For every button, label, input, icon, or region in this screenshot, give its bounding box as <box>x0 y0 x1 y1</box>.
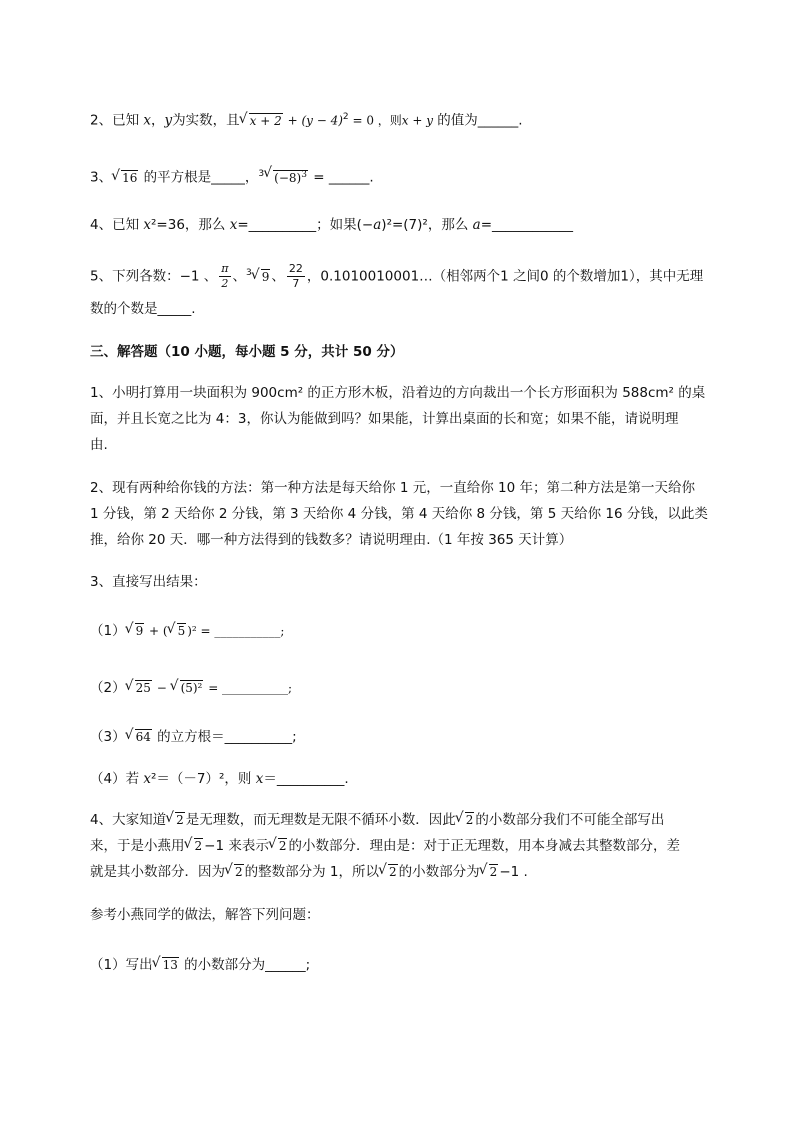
problem-1-line-3: 由. <box>90 437 108 453</box>
cube-root-expression: √ $(-8)^3$ <box>264 165 308 188</box>
problem-4-line-3: 就是其小数部分．因为√ 2 的整数部分为 1，所以√ 2 的小数部分为√ 2 −1 . <box>90 862 528 882</box>
section-title: 三、解答题（10 小题，每小题 5 分，共计 50 分） <box>90 344 404 360</box>
problem-3-item-1: （1）√ 9 + (√ 5 )² = ___________; <box>90 621 284 641</box>
sqrt-expression: √ (5)² <box>171 678 204 698</box>
question-4: 4、已知 x²=36，那么 x=__________；如果(−a)²=(7)²，那么 a=____________ <box>90 217 573 233</box>
problem-2-line-1: 2、现有两种给你钱的方法：第一种方法是每天给你 1 元，一直给你 10 年；第二种方法是第一天给你 <box>90 480 696 496</box>
fraction: $\frac{22}{7}$ <box>288 262 303 290</box>
cube-root-expression: √ 9 <box>252 267 271 287</box>
problem-4-line-2: 来，于是小燕用√ 2 −1 来表示√ 2 的小数部分．理由是：对于正无理数，用本身减去其整数部分，差 <box>90 836 680 856</box>
problem-2-line-3: 推，给你 20 天．哪一种方法得到的钱数多？请说明理由.（1 年按 365 天计算） <box>90 532 573 548</box>
problem-3-item-4: （4）若 x²＝（－7）²，则 x＝__________. <box>90 771 349 787</box>
sqrt-expression: √ 5 <box>168 621 187 641</box>
sqrt-expression: √ 2 <box>225 862 244 882</box>
problem-3-item-2: （2）√ 25 − √ (5)² = ___________; <box>90 678 292 698</box>
sqrt-expression: √ 13 <box>153 955 179 975</box>
sqrt-expression: √ 16 <box>112 168 138 188</box>
question-2: 2、已知 x，y为实数，且√ $x + 2 + (y - 4)^2 = 0$ ，则x + y 的值为______. <box>90 107 523 131</box>
problem-4-reference: 参考小燕同学的做法，解答下列问题： <box>90 907 320 923</box>
question-3: 3、√ 16 的平方根是_____，$^3$√ $(-8)^3$ = ______. <box>90 164 374 188</box>
sqrt-expression: √ 25 <box>126 678 152 698</box>
problem-4-item-1: （1）写出√ 13 的小数部分为______; <box>90 955 310 975</box>
problem-3-item-3: （3）√ 64 的立方根＝__________; <box>90 727 297 747</box>
sqrt-expression: √ 9 <box>126 621 145 641</box>
sqrt-expression: √ 64 <box>126 727 152 747</box>
sqrt-expression: √ 2 <box>480 862 499 882</box>
problem-1-line-1: 1、小明打算用一块面积为 900cm² 的正方形木板，沿着边的方向裁出一个长方形面积为 588cm² 的桌 <box>90 385 706 401</box>
sqrt-expression: √ 2 <box>166 810 185 830</box>
question-5-line-2: 数的个数是_____. <box>90 301 196 317</box>
sqrt-expression: √ 2 <box>379 862 398 882</box>
sqrt-expression: √ x + 2 <box>240 111 283 131</box>
sqrt-expression: √ 2 <box>269 836 288 856</box>
fraction: $\frac{\pi}{2}$ <box>221 262 229 290</box>
question-5: 5、下列各数：−1 、 $\frac{\pi}{2}$ 、$^3$√ 9 、 $\frac{22}{7}$ ，0.1010010001…（相邻两个1 之间0 的个数增加1），其中无理 <box>90 262 703 291</box>
problem-3-title: 3、直接写出结果： <box>90 574 207 590</box>
problem-4-line-1: 4、大家知道√ 2 是无理数，而无理数是无限不循环小数．因此√ 2 的小数部分我们不可能全部写出 <box>90 810 664 830</box>
problem-1-line-2: 面，并且长宽之比为 4：3，你认为能做到吗？如果能，计算出桌面的长和宽；如果不能，请说明理 <box>90 411 679 427</box>
sqrt-expression: √ 2 <box>456 810 475 830</box>
sqrt-expression: √ 2 <box>185 836 204 856</box>
problem-2-line-2: 1 分钱，第 2 天给你 2 分钱，第 3 天给你 4 分钱，第 4 天给你 8 分钱，第 5 天给你 16 分钱，以此类 <box>90 506 708 522</box>
